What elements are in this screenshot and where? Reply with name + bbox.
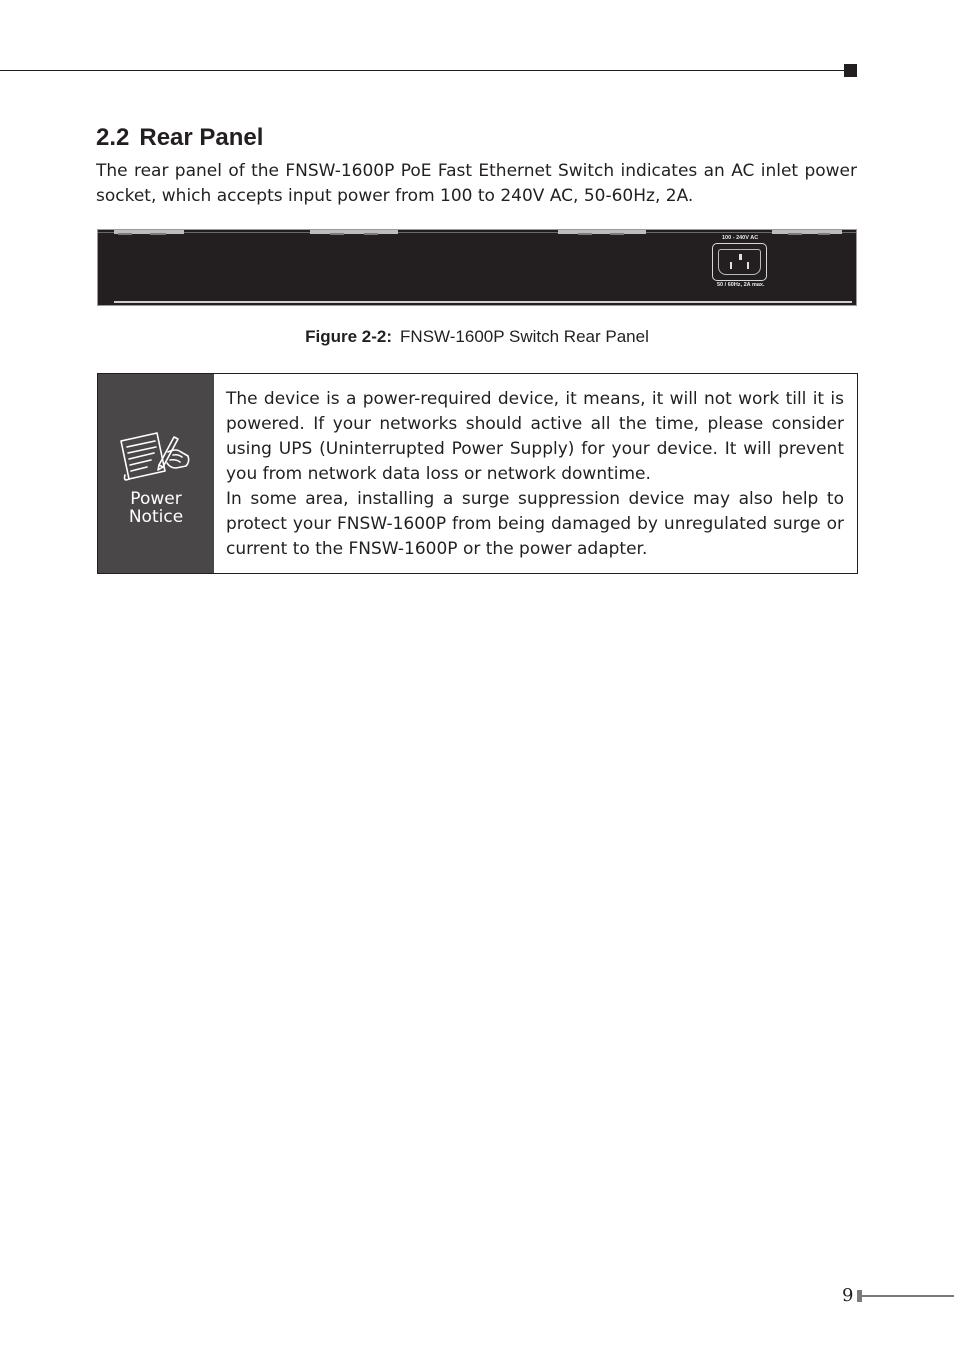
notice-label (98, 490, 214, 526)
notice-paragraph: The device is a power-required device, it means, it will not work till it is powered. If your networks should active all the time, please consider using UPS (Uninterrupted Power Supply) for your device. It will prevent you from network data loss or network downtime. (226, 389, 844, 484)
earth-pin (739, 254, 742, 260)
notice-label-line2: Notice (128, 507, 184, 527)
header-square-marker (844, 64, 857, 77)
panel-vent (610, 233, 624, 235)
section-heading (96, 124, 263, 152)
inlet-frequency-label: 50 / 60Hz, 2A max. (717, 282, 765, 288)
notice-sidebar (98, 374, 214, 573)
panel-vent (578, 233, 592, 235)
panel-vent (772, 230, 842, 234)
page-number: 9 (842, 1285, 854, 1306)
panel-vent (150, 233, 166, 235)
section-number: 2.2 (96, 124, 130, 151)
panel-bottom-edge (114, 301, 852, 303)
intro-paragraph: The rear panel of the FNSW-1600P PoE Fast Ethernet Switch indicates an AC inlet power socket, which accepts input power from 100 to 240V AC, 50-60Hz, 2A. (96, 161, 857, 206)
notice-paragraph: In some area, installing a surge suppression device may also help to protect your FNSW-1600P from being damaged by unregulated surge or current to the FNSW-1600P or the power adapter. (226, 489, 844, 559)
panel-vent (364, 233, 378, 235)
ac-inlet-recess (718, 249, 761, 275)
notice-label-line1: Power (130, 489, 182, 509)
neutral-pin (747, 262, 749, 269)
figure-label: Figure 2-2: (305, 327, 393, 346)
inlet-voltage-label: 100 - 240V AC (722, 235, 759, 241)
panel-vent (118, 233, 132, 235)
panel-vent (788, 233, 802, 235)
panel-vent (310, 230, 398, 234)
panel-top-edge (98, 232, 856, 233)
figure-caption (0, 327, 954, 347)
figure-caption-text: FNSW-1600P Switch Rear Panel (400, 327, 649, 346)
footer-rule (862, 1295, 954, 1297)
panel-vent (330, 233, 344, 235)
section-title: Rear Panel (139, 124, 264, 151)
notice-body (226, 387, 844, 562)
header-rule (0, 70, 848, 71)
rear-panel-image (97, 229, 857, 306)
line-pin (730, 262, 732, 269)
note-writing-hand-icon (118, 428, 192, 488)
power-notice-box (97, 373, 858, 574)
ac-inlet-socket (712, 243, 767, 281)
panel-vent (818, 233, 830, 235)
panel-vent (558, 230, 646, 234)
